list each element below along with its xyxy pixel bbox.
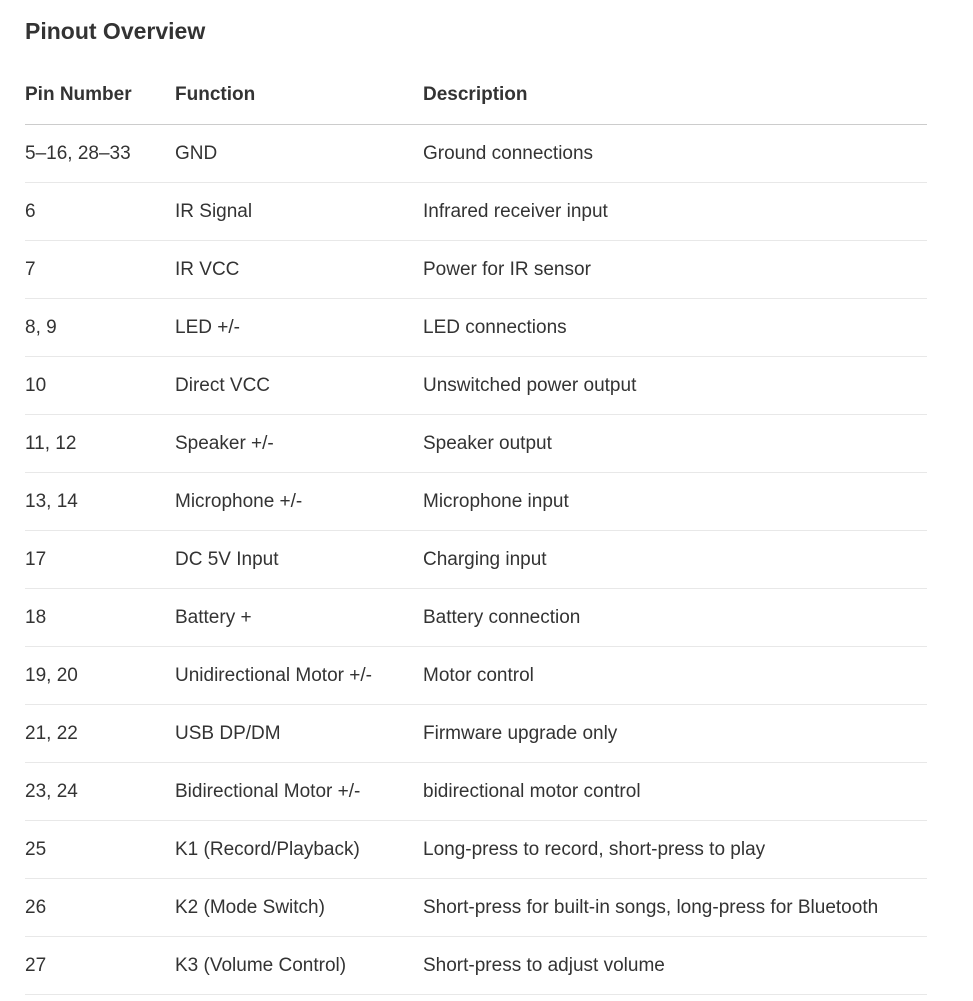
function-cell: K1 (Record/Playback) [175, 821, 423, 879]
table-row [25, 937, 927, 995]
description-cell: Power for IR sensor [423, 241, 927, 299]
function-cell: Unidirectional Motor +/- [175, 647, 423, 705]
description-cell: Long-press to record, short-press to play [423, 821, 927, 879]
pin-number-cell: 21, 22 [25, 705, 175, 763]
header-description: Description [423, 66, 927, 125]
description-cell: Short-press for built-in songs, long-press for Bluetooth [423, 879, 927, 937]
function-cell: Direct VCC [175, 357, 423, 415]
function-cell: LED +/- [175, 299, 423, 357]
table-row [25, 183, 927, 241]
table-row [25, 589, 927, 647]
description-cell: Short-press to adjust volume [423, 937, 927, 995]
description-cell: Charging input [423, 531, 927, 589]
pinout-table [25, 66, 927, 995]
function-cell: DC 5V Input [175, 531, 423, 589]
table-row [25, 241, 927, 299]
pin-number-cell: 27 [25, 937, 175, 995]
table-header-row [25, 66, 927, 125]
pin-number-cell: 5–16, 28–33 [25, 125, 175, 183]
description-cell: Ground connections [423, 125, 927, 183]
table-row [25, 473, 927, 531]
function-cell: K3 (Volume Control) [175, 937, 423, 995]
function-cell: Speaker +/- [175, 415, 423, 473]
pin-number-cell: 10 [25, 357, 175, 415]
function-cell: GND [175, 125, 423, 183]
table-row [25, 415, 927, 473]
pin-number-cell: 8, 9 [25, 299, 175, 357]
table-row [25, 357, 927, 415]
pin-number-cell: 6 [25, 183, 175, 241]
description-cell: Microphone input [423, 473, 927, 531]
header-function: Function [175, 66, 423, 125]
pin-number-cell: 17 [25, 531, 175, 589]
function-cell: Microphone +/- [175, 473, 423, 531]
description-cell: bidirectional motor control [423, 763, 927, 821]
description-cell: Firmware upgrade only [423, 705, 927, 763]
table-row [25, 125, 927, 183]
pin-number-cell: 25 [25, 821, 175, 879]
description-cell: Unswitched power output [423, 357, 927, 415]
function-cell: K2 (Mode Switch) [175, 879, 423, 937]
description-cell: Infrared receiver input [423, 183, 927, 241]
table-row [25, 299, 927, 357]
description-cell: Battery connection [423, 589, 927, 647]
pin-number-cell: 7 [25, 241, 175, 299]
pin-number-cell: 11, 12 [25, 415, 175, 473]
description-cell: LED connections [423, 299, 927, 357]
table-row [25, 879, 927, 937]
table-row [25, 763, 927, 821]
description-cell: Speaker output [423, 415, 927, 473]
function-cell: USB DP/DM [175, 705, 423, 763]
page-title: Pinout Overview [25, 18, 206, 44]
table-row [25, 531, 927, 589]
pin-number-cell: 26 [25, 879, 175, 937]
function-cell: Bidirectional Motor +/- [175, 763, 423, 821]
function-cell: IR Signal [175, 183, 423, 241]
description-cell: Motor control [423, 647, 927, 705]
function-cell: IR VCC [175, 241, 423, 299]
table-row [25, 647, 927, 705]
pin-number-cell: 13, 14 [25, 473, 175, 531]
pin-number-cell: 19, 20 [25, 647, 175, 705]
pin-number-cell: 18 [25, 589, 175, 647]
pin-number-cell: 23, 24 [25, 763, 175, 821]
table-row [25, 705, 927, 763]
table-row [25, 821, 927, 879]
header-pin-number: Pin Number [25, 66, 175, 125]
function-cell: Battery + [175, 589, 423, 647]
